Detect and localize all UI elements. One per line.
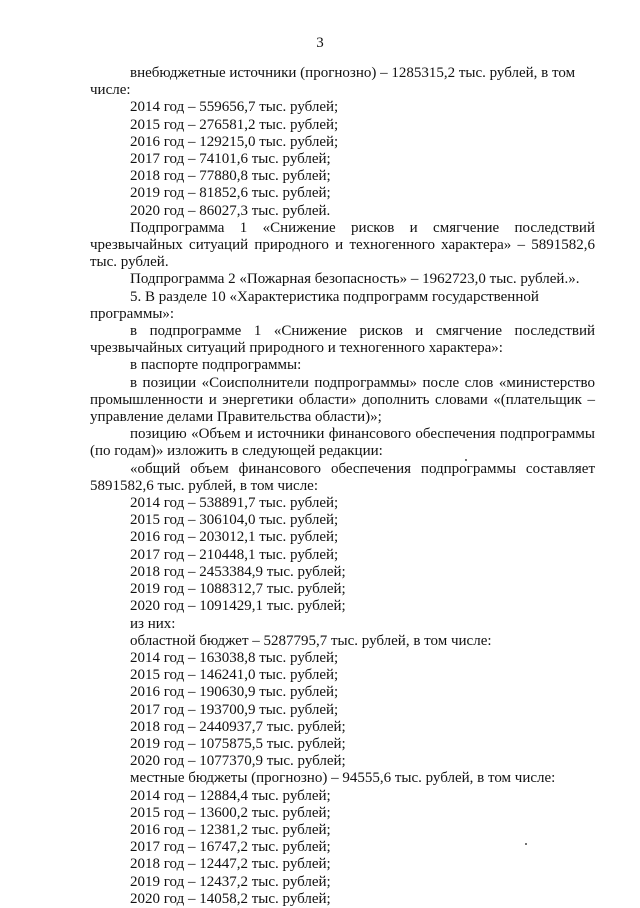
paragraph: Подпрограмма 2 «Пожарная безопасность» – 1962723,0 тыс. рублей.». <box>130 271 580 288</box>
year-amount-line: 2017 год – 210448,1 тыс. рублей; <box>130 546 339 563</box>
year-amount-line: 2015 год – 306104,0 тыс. рублей; <box>130 512 339 529</box>
year-amount-line: 2014 год – 538891,7 тыс. рублей; <box>130 495 339 512</box>
paragraph: в паспорте подпрограммы: <box>130 357 302 374</box>
year-amount-line: 2019 год – 1075875,5 тыс. рублей; <box>130 735 346 752</box>
year-amount-line: 2016 год – 129215,0 тыс. рублей; <box>130 133 339 150</box>
year-amount-line: 2020 год – 1077370,9 тыс. рублей; <box>130 753 346 770</box>
paragraph: областной бюджет – 5287795,7 тыс. рублей, в том числе: <box>130 632 492 649</box>
year-amount-line: 2020 год – 86027,3 тыс. рублей. <box>130 202 331 219</box>
year-amount-line: 2016 год – 12381,2 тыс. рублей; <box>130 821 331 838</box>
year-amount-line: 2020 год – 14058,2 тыс. рублей; <box>130 890 331 907</box>
year-amount-line: 2016 год – 203012,1 тыс. рублей; <box>130 529 339 546</box>
year-amount-line: 2018 год – 12447,2 тыс. рублей; <box>130 856 331 873</box>
scan-speck <box>465 459 467 461</box>
year-amount-line: 2019 год – 81852,6 тыс. рублей; <box>130 185 331 202</box>
year-amount-line: 2017 год – 74101,6 тыс. рублей; <box>130 151 331 168</box>
paragraph: внебюджетные источники (прогнозно) – 1285315,2 тыс. рублей, в том числе: <box>90 65 576 99</box>
paragraph: в позиции «Соисполнители подпрограммы» после слов «министерство промышленности и энергетики области» дополнить словами «(плательщик – управление делами Правительства области)»; <box>90 374 595 426</box>
paragraph: Подпрограмма 1 «Снижение рисков и смягчение последствий чрезвычайных ситуаций природного и техногенного характера» – 5891582,6 тыс. рублей. <box>90 219 595 271</box>
year-amount-line: 2018 год – 2440937,7 тыс. рублей; <box>130 718 346 735</box>
document-body <box>90 65 595 908</box>
paragraph: в подпрограмме 1 «Снижение рисков и смягчение последствий чрезвычайных ситуаций природного и техногенного характера»: <box>90 323 595 357</box>
year-amount-line: 2019 год – 1088312,7 тыс. рублей; <box>130 581 346 598</box>
scan-speck <box>525 843 527 845</box>
year-amount-line: 2014 год – 163038,8 тыс. рублей; <box>130 649 339 666</box>
year-amount-line: 2015 год – 146241,0 тыс. рублей; <box>130 667 339 684</box>
year-amount-line: 2020 год – 1091429,1 тыс. рублей; <box>130 598 346 615</box>
year-amount-line: 2014 год – 559656,7 тыс. рублей; <box>130 99 339 116</box>
paragraph: местные бюджеты (прогнозно) – 94555,6 тыс. рублей, в том числе: <box>130 770 556 787</box>
year-amount-line: 2017 год – 16747,2 тыс. рублей; <box>130 839 331 856</box>
year-amount-line: 2019 год – 12437,2 тыс. рублей; <box>130 873 331 890</box>
year-amount-line: 2016 год – 190630,9 тыс. рублей; <box>130 684 339 701</box>
paragraph: из них: <box>130 615 176 632</box>
year-amount-line: 2014 год – 12884,4 тыс. рублей; <box>130 787 331 804</box>
year-amount-line: 2017 год – 193700,9 тыс. рублей; <box>130 701 339 718</box>
year-amount-line: 2018 год – 77880,8 тыс. рублей; <box>130 168 331 185</box>
paragraph: позицию «Объем и источники финансового обеспечения подпрограммы (по годам)» изложить в следующей редакции: <box>90 426 595 460</box>
page-number: 3 <box>316 35 324 51</box>
year-amount-line: 2018 год – 2453384,9 тыс. рублей; <box>130 563 346 580</box>
year-amount-line: 2015 год – 276581,2 тыс. рублей; <box>130 116 339 133</box>
year-amount-line: 2015 год – 13600,2 тыс. рублей; <box>130 804 331 821</box>
paragraph: 5. В разделе 10 «Характеристика подпрограмм государственной программы»: <box>90 288 539 322</box>
paragraph: «общий объем финансового обеспечения подпрограммы составляет 5891582,6 тыс. рублей, в том числе: <box>90 460 595 494</box>
